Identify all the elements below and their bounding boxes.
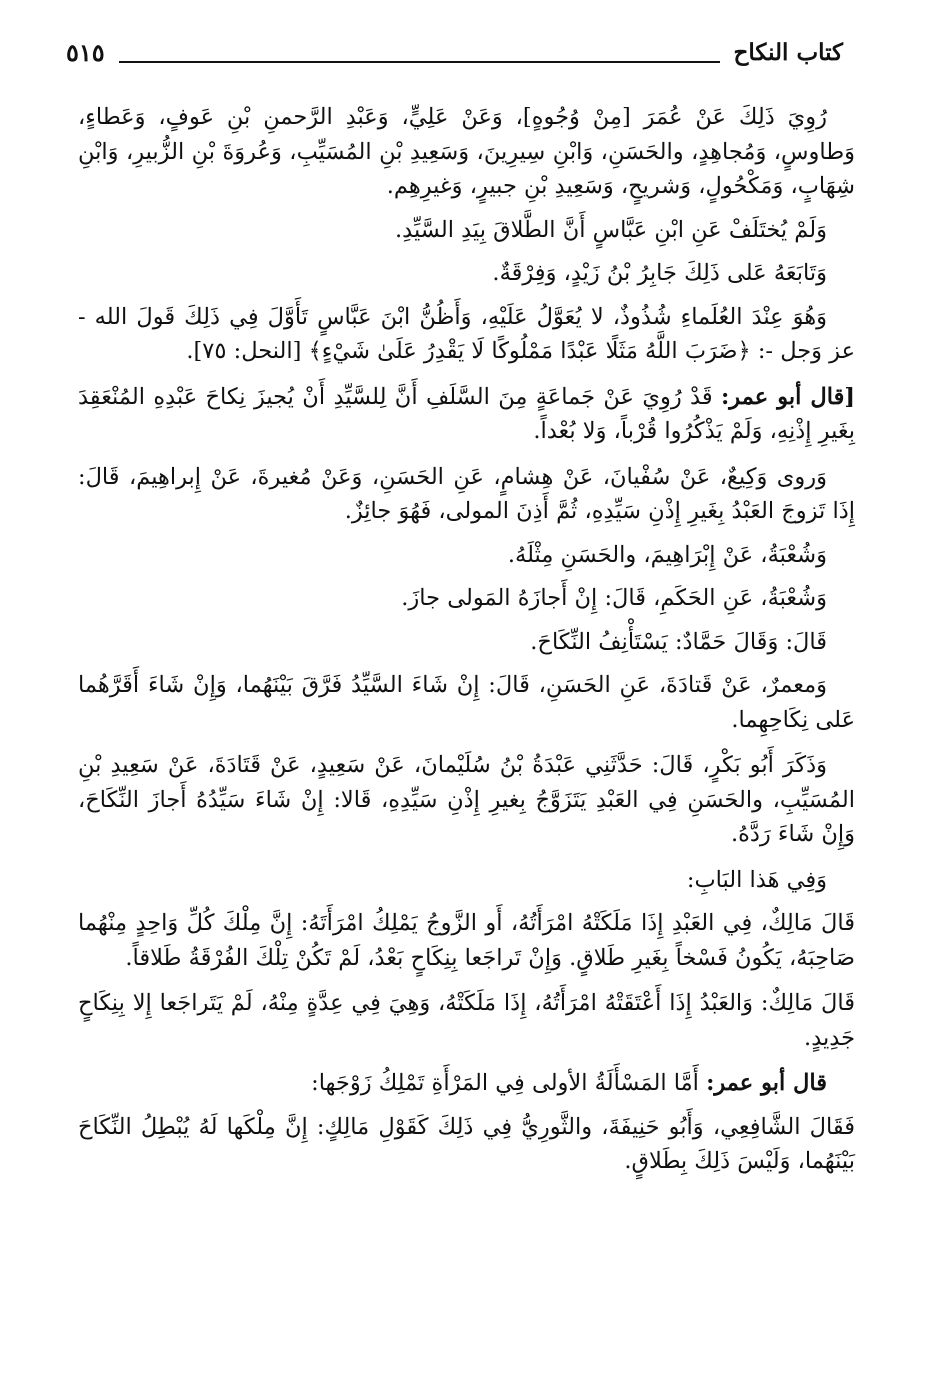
- paragraph-8: [78, 581, 855, 616]
- paragraph-text: قَالَ مَالِكٌ: وَالعَبْدُ إِذَا أَعْتَقَتْهُ امْرَأَتُهُ، إِذَا مَلَكَتْهُ، وَهِيَ فِي عِدَّةٍ مِنْهُ، لَمْ يَتَراجَعا إِلا بِنِكَاحٍ جَدِيدٍ.: [78, 990, 855, 1051]
- paragraph-text: قَالَ: وَقَالَ حَمَّادٌ: يَسْتَأْنِفُ النِّكَاحَ.: [530, 628, 827, 655]
- paragraph-7: [78, 538, 855, 573]
- paragraph-10: [78, 668, 855, 737]
- paragraph-15: [78, 1066, 855, 1101]
- paragraph-16: [78, 1110, 855, 1179]
- paragraph-6: [78, 460, 855, 529]
- paragraph-4: [78, 300, 855, 369]
- paragraph-text: أَمَّا المَسْأَلَةُ الأولى فِي المَرْأَةِ تَمْلِكُ زَوْجَها:: [311, 1070, 699, 1096]
- paragraph-text: وَفِي هَذا البَابِ:: [686, 866, 827, 893]
- page-body: [78, 100, 855, 1190]
- speaker-label: [قال أبو عمر:: [721, 383, 855, 410]
- paragraph-text: وَروى وَكِيعٌ، عَنْ سُفْيانَ، عَنْ هِشامٍ، عَنِ الحَسَنِ، وَعَنْ مُغيرةَ، عَنْ إِبراهِيمَ، قَالَ: إِذَا تَزوجَ العَبْدُ بِغَيرِ إِذْنِ سَيِّدِهِ، ثُمَّ أَذِنَ المولى، فَهُوَ جائِزٌ.: [78, 463, 855, 524]
- header-rule: [119, 61, 720, 63]
- paragraph-13: [78, 906, 855, 975]
- paragraph-text: قَالَ مَالِكٌ، فِي العَبْدِ إِذَا مَلَكَتْهُ امْرَأَتُهُ، أَو الزَّوجُ يَمْلِكُ امْرَأَتَهُ: إِنَّ مِلْكَ كُلِّ وَاحِدٍ مِنْهُما صَاحِبَهُ، يَكُونُ فَسْخاً بِغَيرِ طَلاقٍ. وَإِنْ تَراجَعا بِنِكَاحٍ بَعْدُ، لَمْ تَكُنْ تِلْكَ الفُرْقَةُ طَلاقاً.: [78, 910, 855, 971]
- paragraph-12: [78, 863, 855, 898]
- paragraph-text: وَتَابَعَهُ عَلى ذَلِكَ جَابِرُ بْنُ زَيْدٍ، وَفِرْقَةٌ.: [492, 260, 827, 286]
- paragraph-5: [78, 380, 855, 449]
- paragraph-11: [78, 748, 855, 852]
- paragraph-text: قَدْ رُوِيَ عَنْ جَماعَةٍ مِنَ السَّلَفِ أَنَّ لِلسَّيِّدِ أَنْ يُجيزَ نِكاحَ عَبْدِهِ المُنْعَقِدَ بِغَيرِ إِذْنِهِ، وَلَمْ يَذْكُرُوا قُرْباً، وَلا بُعْداً.: [78, 383, 855, 444]
- paragraph-3: [78, 256, 855, 291]
- page-header: [66, 30, 843, 74]
- paragraph-text: وَذَكَرَ أَبُو بَكْرٍ، قَالَ: حَدَّثَنِي عَبْدَةُ بْنُ سُلَيْمانَ، عَنْ سَعِيدٍ، عَنْ قَتَادَةَ، عَنْ سَعِيدِ بْنِ المُسَيِّبِ، والحَسَنِ فِي العَبْدِ يَتَزَوَّجُ بِغيرِ إِذْنِ سَيِّدِهِ، قَالا: إِنْ شَاءَ سَيِّدُهُ أَجازَ النِّكَاحَ، وَإِنْ شَاءَ رَدَّهُ.: [78, 752, 855, 847]
- paragraph-text: وَمعمرٌ، عَنْ قَتادَةَ، عَنِ الحَسَنِ، قَالَ: إِنْ شَاءَ السَّيِّدُ فَرَّقَ بَيْنَهُما، وَإِنْ شَاءَ أَقَرَّهُما عَلى نِكَاحِهِما.: [78, 672, 855, 733]
- book-title: كتاب النكاح: [733, 38, 843, 66]
- paragraph-text: وَهُوَ عِنْدَ العُلَماءِ شُذُوذٌ، لا يُعَوَّلُ عَلَيْهِ، وَأَظُنُّ ابْنَ عَبَّاسٍ تَأَوَّلَ فِي ذَلِكَ قَولَ الله - عز وَجل -: ﴿ضَرَبَ اللَّهُ مَثَلًا عَبْدًا مَمْلُوكًا لَا يَقْدِرُ عَلَىٰ شَيْءٍ﴾ [النحل: ٧٥].: [78, 303, 855, 364]
- paragraph-2: [78, 213, 855, 248]
- paragraph-text: رُوِيَ ذَلِكَ عَنْ عُمَرَ [مِنْ وُجُوهٍ]، وَعَنْ عَلِيٍّ، وَعَبْدِ الرَّحمنِ بْنِ عَوفٍ، وَعَطاءٍ، وَطاوسٍ، وَمُجاهِدٍ، والحَسَنِ، وَابْنِ سِيرِينَ، وَسَعِيدِ بْنِ المُسَيِّبِ، وَعُروَةَ بْنِ الزُّبيرِ، وَابْنِ شِهَابٍ، وَمَكْحُولٍ، وَشريحٍ، وَسَعِيدِ بْنِ جبيرٍ، وَغيرِهِم.: [78, 104, 855, 199]
- paragraph-14: [78, 986, 855, 1055]
- paragraph-1: [78, 100, 855, 204]
- page-number: ٥١٥: [66, 37, 105, 67]
- paragraph-text: فَقَالَ الشَّافِعِي، وَأَبُو حَنِيفَةَ، والثَّورِيُّ فِي ذَلِكَ كَقَوْلِ مَالِكٍ: إِنَّ مِلْكَها لَهُ يُبْطِلُ النِّكَاحَ بَيْنَهُما، وَلَيْسَ ذَلِكَ بِطَلاقٍ.: [78, 1113, 855, 1174]
- paragraph-text: وَلَمْ يُختَلَفْ عَنِ ابْنِ عَبَّاسٍ أَنَّ الطَّلاقَ بِيَدِ السَّيِّدِ.: [395, 216, 827, 243]
- paragraph-text: وَشُعْبَةُ، عَنْ إِبْرَاهِيمَ، والحَسَنِ مِثْلَهُ.: [507, 541, 827, 568]
- paragraph-9: [78, 625, 855, 660]
- speaker-label: قال أبو عمر:: [706, 1070, 827, 1096]
- paragraph-text: وَشُعْبَةُ، عَنِ الحَكَمِ، قَالَ: إِنْ أَجازَهُ المَولى جازَ.: [401, 585, 827, 611]
